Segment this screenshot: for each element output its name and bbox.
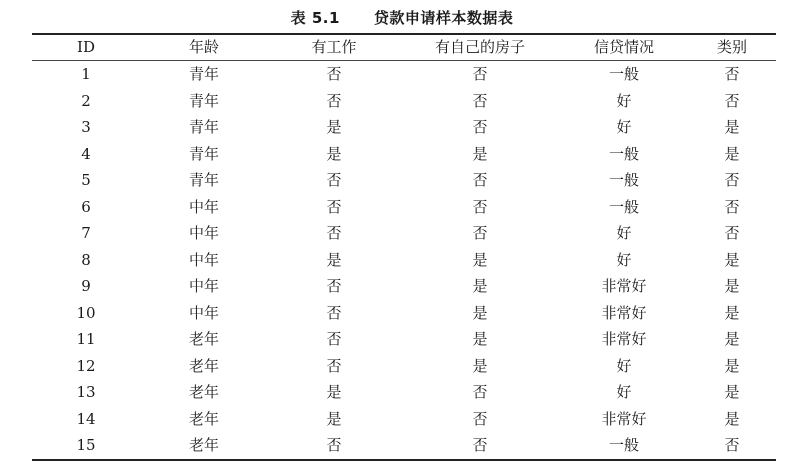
cell-has-house: 否 — [472, 224, 488, 242]
cell-age: 中年 — [188, 197, 219, 216]
cell-class: 否 — [724, 65, 740, 83]
cell-class: 是 — [724, 356, 740, 375]
cell-id: 12 — [76, 356, 96, 375]
cell-credit: 一般 — [608, 65, 639, 83]
cell-age: 老年 — [188, 409, 219, 428]
table-row — [32, 247, 776, 274]
cell-credit: 好 — [616, 250, 632, 269]
cell-has-house: 是 — [472, 144, 488, 163]
cell-has-job: 否 — [326, 277, 342, 295]
cell-age: 青年 — [188, 91, 219, 110]
header-has-house: 有自己的房子 — [400, 34, 560, 61]
table-row — [32, 61, 776, 88]
cell-class: 是 — [724, 118, 740, 136]
cell-class: 否 — [724, 197, 740, 216]
table-row — [32, 406, 776, 433]
cell-age: 青年 — [188, 118, 219, 136]
table-row — [32, 220, 776, 247]
cell-class: 是 — [724, 409, 740, 428]
cell-class: 是 — [724, 250, 740, 269]
header-row — [32, 34, 776, 61]
cell-class: 是 — [724, 383, 740, 401]
cell-has-house: 是 — [472, 330, 488, 348]
cell-has-house: 否 — [472, 65, 488, 83]
cell-class: 是 — [724, 330, 740, 348]
cell-has-job: 否 — [326, 197, 342, 216]
cell-id: 2 — [81, 91, 91, 110]
cell-id: 10 — [76, 303, 96, 322]
cell-age: 青年 — [188, 65, 219, 83]
table-row — [32, 300, 776, 327]
cell-class: 是 — [724, 303, 740, 322]
cell-class: 否 — [688, 432, 776, 460]
cell-credit: 非常好 — [601, 330, 647, 348]
cell-has-job: 否 — [326, 356, 342, 375]
cell-id: 13 — [76, 383, 96, 401]
cell-id: 9 — [81, 277, 91, 295]
cell-age: 老年 — [188, 383, 219, 401]
header-age: 年龄 — [140, 34, 268, 61]
cell-credit: 一般 — [560, 432, 688, 460]
cell-has-house: 否 — [472, 118, 488, 136]
cell-id: 1 — [81, 65, 91, 83]
table-caption — [0, 8, 804, 28]
cell-age: 中年 — [188, 277, 219, 295]
cell-credit: 好 — [616, 356, 632, 375]
cell-credit: 好 — [616, 91, 632, 110]
cell-has-job: 否 — [326, 330, 342, 348]
table-row — [32, 167, 776, 194]
cell-has-house: 否 — [400, 432, 560, 460]
header-has-job: 有工作 — [268, 34, 400, 61]
cell-id: 8 — [81, 250, 91, 269]
cell-has-house: 否 — [472, 197, 488, 216]
table-title: 贷款申请样本数据表 — [373, 9, 514, 27]
cell-age: 青年 — [188, 171, 219, 189]
cell-id: 4 — [81, 144, 91, 163]
table-row — [32, 379, 776, 406]
table-row — [32, 194, 776, 221]
cell-credit: 一般 — [608, 197, 639, 216]
cell-age: 中年 — [188, 303, 219, 322]
cell-has-job: 否 — [268, 432, 400, 460]
cell-id: 11 — [76, 330, 96, 348]
cell-has-house: 是 — [472, 356, 488, 375]
table-row — [32, 88, 776, 115]
cell-has-house: 是 — [472, 250, 488, 269]
cell-id: 7 — [81, 224, 91, 242]
cell-credit: 非常好 — [601, 303, 647, 322]
cell-credit: 好 — [616, 118, 632, 136]
cell-has-job: 否 — [326, 91, 342, 110]
cell-has-job: 是 — [326, 383, 342, 401]
cell-has-house: 是 — [472, 277, 488, 295]
cell-credit: 非常好 — [601, 277, 647, 295]
cell-has-house: 否 — [472, 383, 488, 401]
table-row — [32, 273, 776, 300]
table-row — [32, 353, 776, 380]
cell-id: 6 — [81, 197, 91, 216]
cell-id: 14 — [76, 409, 96, 428]
cell-credit: 好 — [616, 224, 632, 242]
cell-credit: 一般 — [608, 171, 639, 189]
cell-age: 中年 — [188, 250, 219, 269]
header-credit: 信贷情况 — [560, 34, 688, 61]
cell-credit: 非常好 — [601, 409, 647, 428]
cell-credit: 好 — [616, 383, 632, 401]
table-number: 表 5.1 — [290, 9, 340, 27]
table-body — [32, 61, 776, 460]
loan-application-table — [32, 33, 776, 461]
cell-age: 老年 — [140, 432, 268, 460]
cell-class: 是 — [724, 277, 740, 295]
cell-id: 3 — [81, 118, 91, 136]
cell-has-house: 否 — [472, 91, 488, 110]
cell-has-job: 是 — [326, 118, 342, 136]
cell-class: 是 — [724, 144, 740, 163]
cell-age: 中年 — [188, 224, 219, 242]
cell-has-job: 是 — [326, 144, 342, 163]
cell-has-house: 否 — [472, 409, 488, 428]
cell-has-house: 是 — [472, 303, 488, 322]
cell-id: 5 — [81, 171, 91, 189]
cell-age: 老年 — [188, 356, 219, 375]
table-row — [32, 326, 776, 353]
cell-has-job: 否 — [326, 65, 342, 83]
cell-has-job: 是 — [326, 250, 342, 269]
cell-class: 否 — [724, 224, 740, 242]
data-table-container — [32, 33, 776, 461]
header-class: 类别 — [688, 34, 776, 61]
cell-class: 否 — [724, 171, 740, 189]
cell-class: 否 — [724, 91, 740, 110]
table-row — [32, 141, 776, 168]
cell-age: 青年 — [188, 144, 219, 163]
cell-has-job: 否 — [326, 171, 342, 189]
cell-has-job: 是 — [326, 409, 342, 428]
table-row — [32, 432, 776, 460]
cell-has-house: 否 — [472, 171, 488, 189]
cell-has-job: 否 — [326, 303, 342, 322]
cell-has-job: 否 — [326, 224, 342, 242]
header-id: ID — [32, 34, 140, 61]
table-row — [32, 114, 776, 141]
cell-credit: 一般 — [608, 144, 639, 163]
cell-age: 老年 — [188, 330, 219, 348]
cell-id: 15 — [32, 432, 140, 460]
